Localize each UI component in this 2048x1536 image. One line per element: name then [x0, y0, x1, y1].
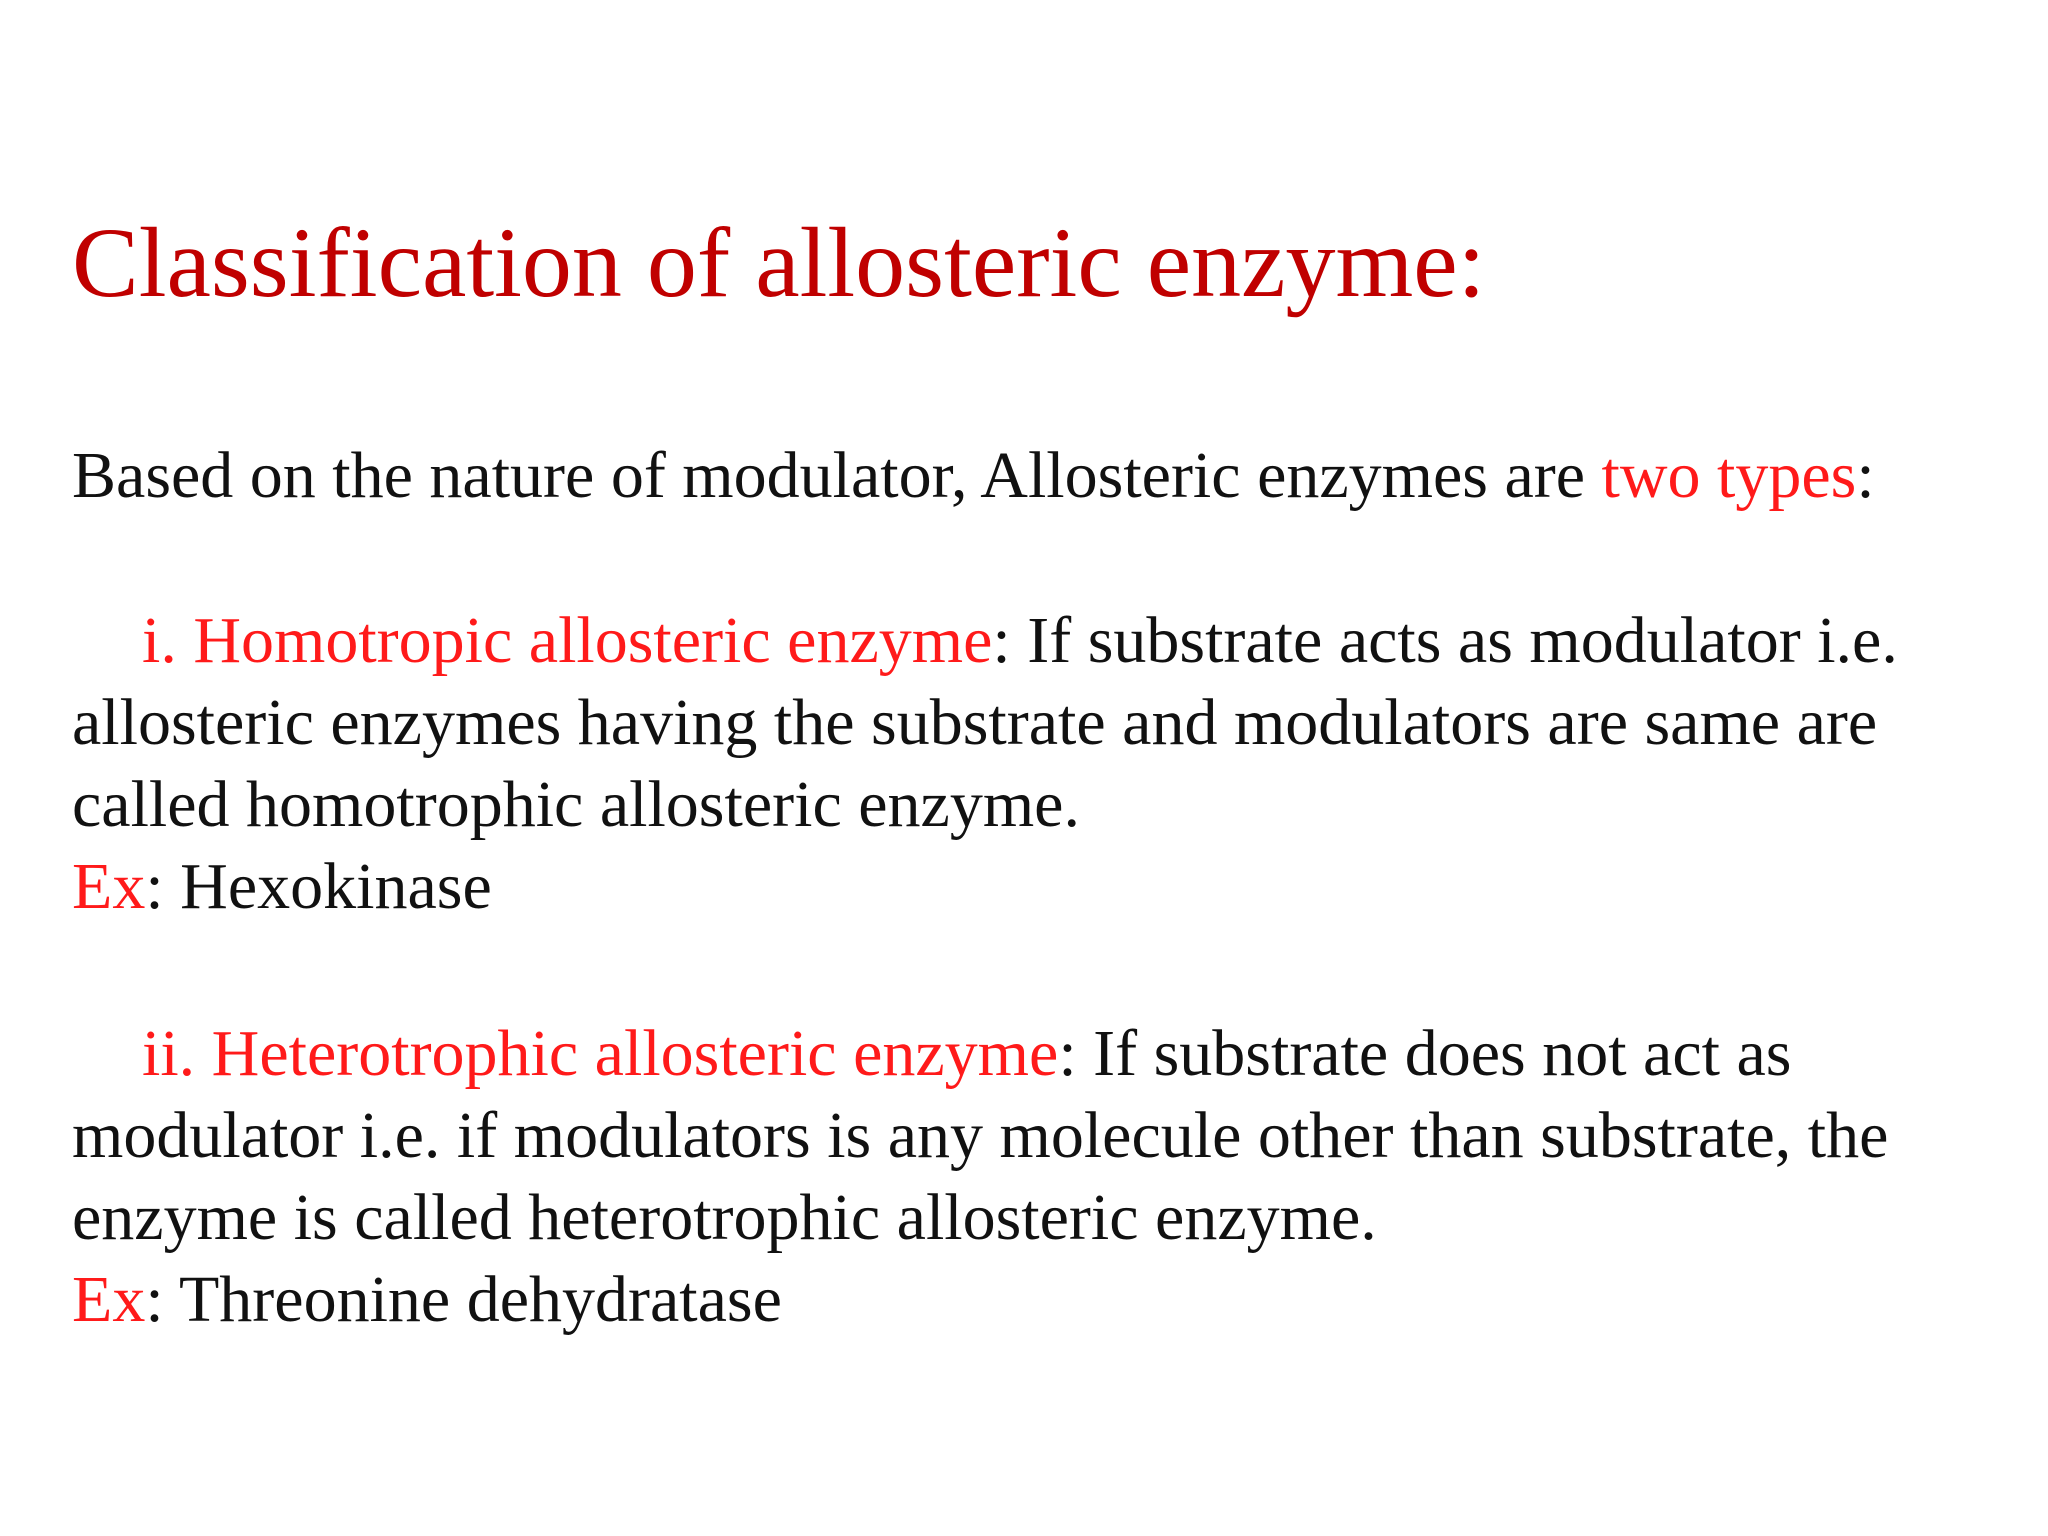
homotropic-line-2: allosteric enzymes having the substrate and modulators are same are [72, 686, 1878, 759]
slide-title: Classification of allosteric enzyme: [72, 207, 1486, 318]
homotropic-line-3: called homotrophic allosteric enzyme. [72, 768, 1080, 841]
intro-text: Based on the nature of modulator, Allosteric enzymes are [72, 439, 1602, 512]
heterotrophic-term: ii. Heterotrophic allosteric enzyme [142, 1017, 1059, 1090]
heterotrophic-colon: : [1058, 1017, 1077, 1090]
homotropic-line-1 [72, 600, 1992, 682]
heterotrophic-example-value: Threonine dehydratase [163, 1263, 782, 1336]
intro-paragraph [72, 435, 1992, 517]
homotropic-example-colon: : [145, 850, 164, 923]
homotropic-colon: : [992, 604, 1011, 677]
homotropic-block [72, 600, 1992, 928]
heterotrophic-line-2: modulator i.e. if modulators is any molecule other than substrate, the [72, 1099, 1889, 1172]
intro-colon: : [1856, 439, 1875, 512]
heterotrophic-block [72, 1013, 1992, 1341]
heterotrophic-example [72, 1259, 1992, 1341]
heterotrophic-example-colon: : [145, 1263, 164, 1336]
heterotrophic-line-3: enzyme is called heterotrophic allosteric enzyme. [72, 1181, 1377, 1254]
intro-highlight: two types [1601, 439, 1857, 512]
homotropic-example [72, 846, 1992, 928]
homotropic-term: i. Homotropic allosteric enzyme [142, 604, 993, 677]
heterotrophic-line-1 [72, 1013, 1992, 1095]
homotropic-example-label: Ex [72, 850, 146, 923]
heterotrophic-example-label: Ex [72, 1263, 146, 1336]
homotropic-line-1-rest: If substrate acts as modulator i.e. [1010, 604, 1898, 677]
homotropic-example-value: Hexokinase [163, 850, 492, 923]
heterotrophic-line-1-rest: If substrate does not act as [1076, 1017, 1792, 1090]
